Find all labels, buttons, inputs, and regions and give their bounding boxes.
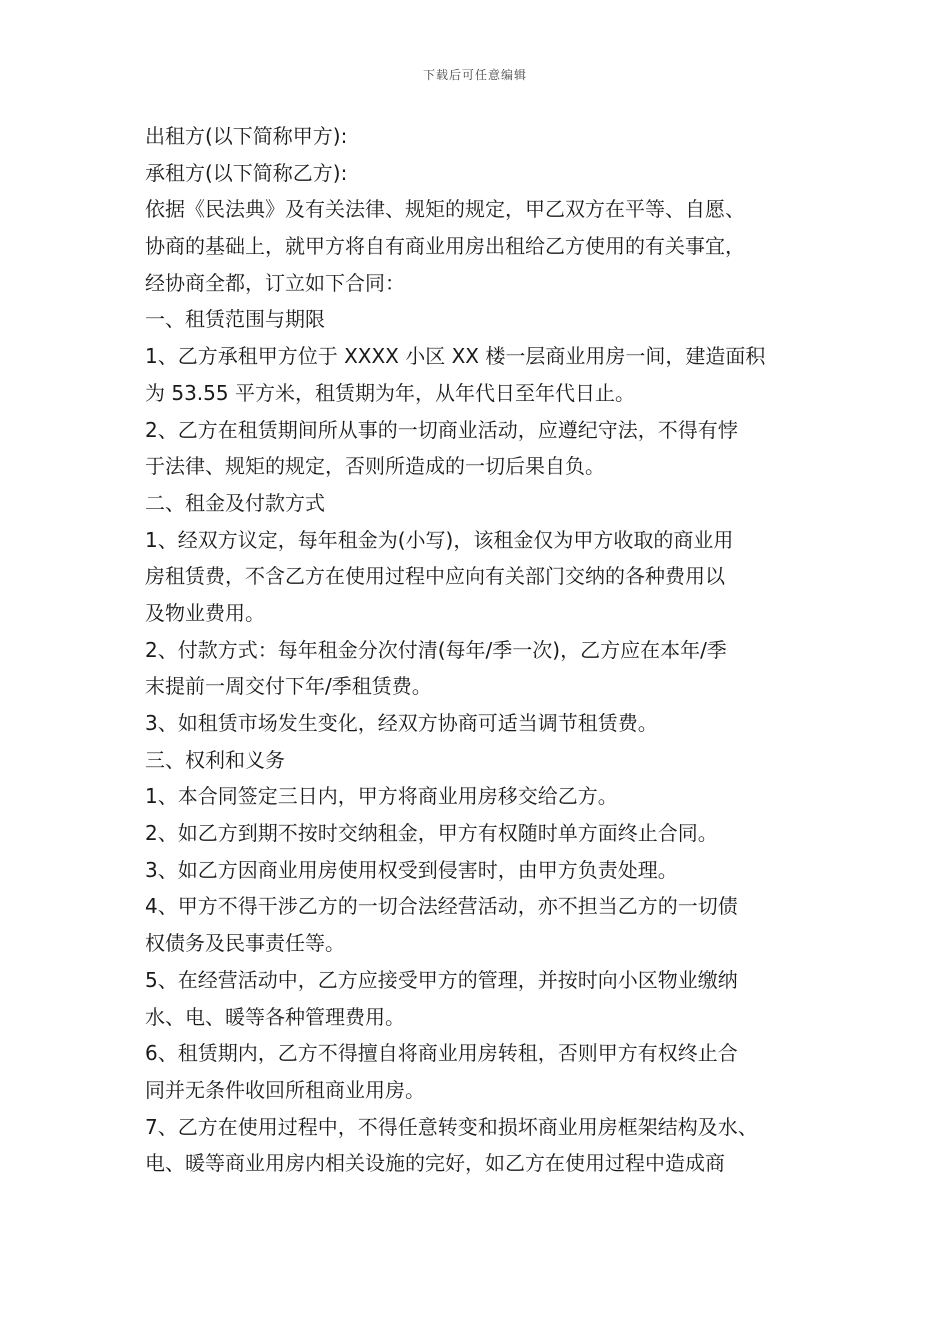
text-line: 及物业费用。: [145, 600, 265, 625]
text-line: 承租方(以下简称乙方):: [145, 160, 348, 185]
text-line: 权债务及民事责任等。: [145, 931, 345, 956]
text-line: 电、暖等商业用房内相关设施的完好，如乙方在使用过程中造成商: [145, 1151, 725, 1176]
text-line: 出租方(以下简称甲方):: [145, 124, 348, 148]
section-heading: 三、权利和义务: [145, 747, 285, 772]
contract-body: [145, 118, 810, 1182]
section-heading: 二、租金及付款方式: [145, 490, 325, 515]
text-line: 经协商全都，订立如下合同：: [145, 270, 405, 295]
text-line: 为 53.55 平方米，租赁期为年，从年代日至年代日止。: [145, 380, 635, 405]
text-line: 1、经双方议定，每年租金为(小写)，该租金仅为甲方收取的商业用: [145, 527, 734, 552]
text-line: 3、如乙方因商业用房使用权受到侵害时，由甲方负责处理。: [145, 857, 678, 882]
header-note: 下载后可任意编辑: [422, 68, 527, 82]
text-line: 协商的基础上，就甲方将自有商业用房出租给乙方使用的有关事宜，: [145, 234, 745, 259]
text-line: 1、乙方承租甲方位于 XXXX 小区 XX 楼一层商业用房一间，建造面积: [145, 344, 766, 369]
text-line: 同并无条件收回所租商业用房。: [145, 1077, 425, 1102]
text-line: 4、甲方不得干涉乙方的一切合法经营活动，亦不担当乙方的一切债: [145, 894, 738, 919]
text-line: 5、在经营活动中，乙方应接受甲方的管理，并按时向小区物业缴纳: [145, 967, 738, 992]
text-line: 末提前一周交付下年/季租赁费。: [145, 674, 432, 699]
text-line: 房租赁费，不含乙方在使用过程中应向有关部门交纳的各种费用以: [145, 564, 725, 589]
text-line: 2、付款方式：每年租金分次付清(每年/季一次)，乙方应在本年/季: [145, 637, 727, 662]
text-line: 3、如租赁市场发生变化，经双方协商可适当调节租赁费。: [145, 711, 658, 735]
text-line: 2、如乙方到期不按时交纳租金，甲方有权随时单方面终止合同。: [145, 821, 718, 846]
text-line: 2、乙方在租赁期间所从事的一切商业活动，应遵纪守法，不得有悖: [145, 417, 738, 442]
text-line: 1、本合同签定三日内，甲方将商业用房移交给乙方。: [145, 784, 618, 809]
text-line: 6、租赁期内，乙方不得擅自将商业用房转租，否则甲方有权终止合: [145, 1041, 738, 1066]
text-line: 水、电、暖等各种管理费用。: [145, 1004, 405, 1029]
text-line: 于法律、规矩的规定，否则所造成的一切后果自负。: [145, 454, 605, 479]
section-heading: 一、租赁范围与期限: [145, 307, 325, 332]
text-line: 依据《民法典》及有关法律、规矩的规定，甲乙双方在平等、自愿、: [145, 197, 745, 222]
text-line: 7、乙方在使用过程中，不得任意转变和损坏商业用房框架结构及水、: [145, 1114, 758, 1139]
